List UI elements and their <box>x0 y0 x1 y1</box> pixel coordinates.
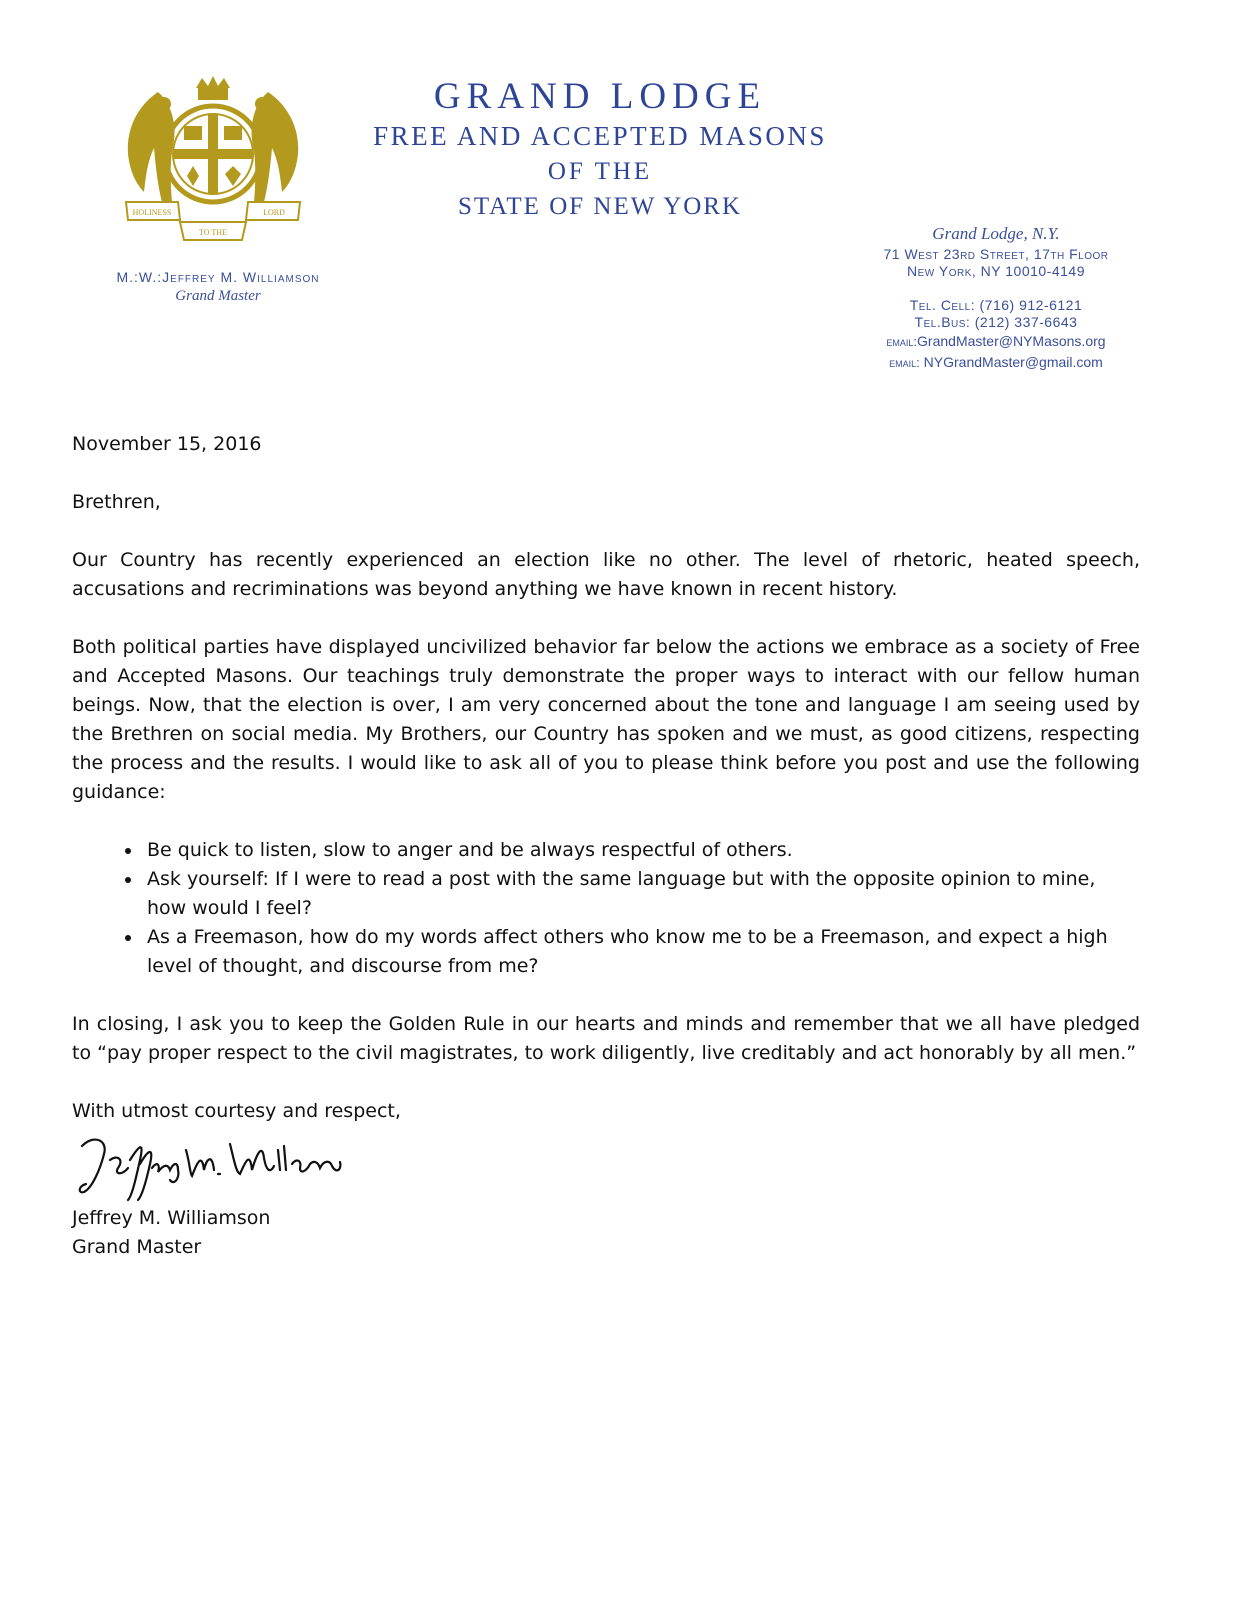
letterhead-title <box>330 76 870 224</box>
address-tel-cell: Tel. Cell: (716) 912-6121 <box>909 297 1083 313</box>
address-block <box>846 222 1146 373</box>
letter-paragraph-3: In closing, I ask you to keep the Golden Rule in our hearts and minds and remember that we all have pledged to “pay proper respect to the civil magistrates, to work diligently, live creditably and act honorably by all men.” <box>72 1013 1140 1064</box>
letter-body <box>72 430 1140 1262</box>
letterhead-line-4: STATE OF NEW YORK <box>457 193 743 220</box>
handwritten-signature <box>74 1130 344 1204</box>
address-org: Grand Lodge, N.Y. <box>932 224 1060 243</box>
signer-title: Grand Master <box>72 1236 202 1258</box>
seal-ribbon-left-text: HOLINESS <box>132 208 172 217</box>
letterhead-line-1: GRAND LODGE <box>433 76 767 117</box>
email-1-value[interactable]: GrandMaster@NYMasons.org <box>917 333 1106 349</box>
list-item: • Ask yourself: If I were to read a post with the same language but with the opposite opinion to mine, how would I feel? <box>143 865 1140 923</box>
seal-ribbon-right-text: LORD <box>263 208 285 217</box>
letterhead-line-2: FREE AND ACCEPTED MASONS <box>373 121 827 151</box>
letter-paragraph-2: Both political parties have displayed uncivilized behavior far below the actions we embrace as a society of Free and Accepted Masons. Our teachings truly demonstrate the proper ways to interact with our fellow human beings. Now, that the election is over, I am very concerned about the tone and language I am seeing used by the Brethren on social media. My Brothers, our Country has spoken and we must, as good citizens, respecting the process and the results. I would like to ask all of you to please think before you post and use the following guidance: <box>72 636 1140 803</box>
letter-paragraph-1: Our Country has recently experienced an election like no other. The level of rhetoric, heated speech, accusations and recriminations was beyond anything we have known in recent history. <box>72 549 1140 600</box>
letter-salutation: Brethren, <box>72 491 161 513</box>
list-item: • As a Freemason, how do my words affect others who know me to be a Freemason, and expect a high level of thought, and discourse from me? <box>143 923 1140 981</box>
grand-master-title: Grand Master <box>175 288 261 304</box>
address-email-2 <box>846 352 1146 373</box>
letter-closing: With utmost courtesy and respect, <box>72 1100 401 1122</box>
list-item: • Be quick to listen, slow to anger and be always respectful of others. <box>143 836 1140 865</box>
email-2-label: email: <box>889 355 920 370</box>
address-city: New York, NY 10010-4149 <box>907 263 1085 279</box>
address-street: 71 West 23rd Street, 17th Floor <box>883 246 1109 262</box>
grand-master-block <box>72 268 364 306</box>
grand-master-name: M.:W.:Jeffrey M. Williamson <box>116 269 320 285</box>
address-tel-bus: Tel.Bus: (212) 337-6643 <box>914 314 1078 330</box>
signer-name: Jeffrey M. Williamson <box>72 1207 271 1229</box>
email-2-value[interactable]: NYGrandMaster@gmail.com <box>923 354 1103 370</box>
seal-ribbon-center-text: TO THE <box>199 228 227 237</box>
grand-lodge-seal-logo <box>118 74 308 246</box>
email-1-label: email: <box>886 334 918 349</box>
letterhead-line-3: OF THE <box>547 158 653 185</box>
guidance-list <box>72 836 1140 981</box>
address-email-1 <box>846 331 1146 352</box>
letter-date: November 15, 2016 <box>72 433 262 455</box>
